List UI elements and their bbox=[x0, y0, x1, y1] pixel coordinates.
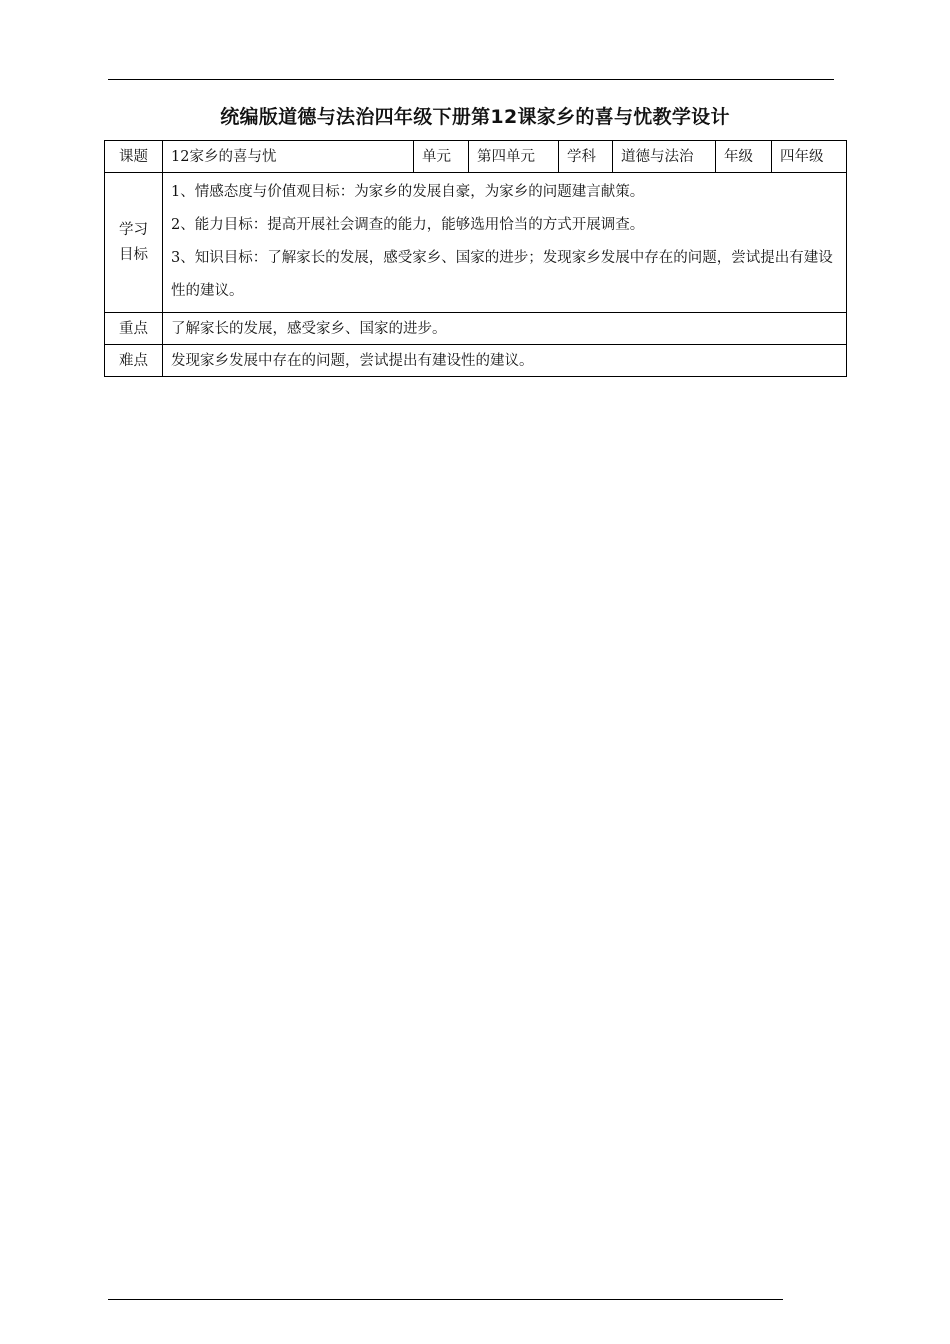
goal-item-2: 2、能力目标：提高开展社会调查的能力，能够选用恰当的方式开展调查。 bbox=[171, 217, 645, 233]
table-row-difficulty bbox=[105, 345, 847, 377]
grade-value: 四年级 bbox=[772, 141, 847, 173]
key-point-value: 了解家长的发展，感受家乡、国家的进步。 bbox=[163, 313, 847, 345]
subject-label: 学科 bbox=[559, 141, 613, 173]
difficulty-value: 发现家乡发展中存在的问题，尝试提出有建设性的建议。 bbox=[163, 345, 847, 377]
goals-label bbox=[105, 173, 163, 313]
table-row-key-point bbox=[105, 313, 847, 345]
header-rule bbox=[108, 79, 834, 80]
topic-label: 课题 bbox=[105, 141, 163, 173]
grade-label: 年级 bbox=[716, 141, 772, 173]
goal-item-3: 3、知识目标：了解家长的发展，感受家乡、国家的进步；发现家乡发展中存在的问题，尝试提出有建设性的建议。 bbox=[171, 250, 833, 299]
goals-label-line2: 目标 bbox=[119, 246, 148, 263]
difficulty-label: 难点 bbox=[105, 345, 163, 377]
subject-value: 道德与法治 bbox=[613, 141, 716, 173]
goal-item-1: 1、情感态度与价值观目标：为家乡的发展自豪，为家乡的问题建言献策。 bbox=[171, 184, 645, 200]
key-point-label: 重点 bbox=[105, 313, 163, 345]
unit-label: 单元 bbox=[414, 141, 469, 173]
goals-label-line1: 学习 bbox=[119, 221, 148, 238]
lesson-plan-table bbox=[104, 140, 847, 377]
topic-value: 12家乡的喜与忧 bbox=[163, 141, 414, 173]
table-row-goals bbox=[105, 173, 847, 313]
table-row-header bbox=[105, 141, 847, 173]
footer-rule bbox=[108, 1299, 783, 1300]
unit-value: 第四单元 bbox=[469, 141, 559, 173]
document-title: 统编版道德与法治四年级下册第12课家乡的喜与忧教学设计 bbox=[220, 106, 730, 128]
goals-content bbox=[163, 173, 847, 313]
